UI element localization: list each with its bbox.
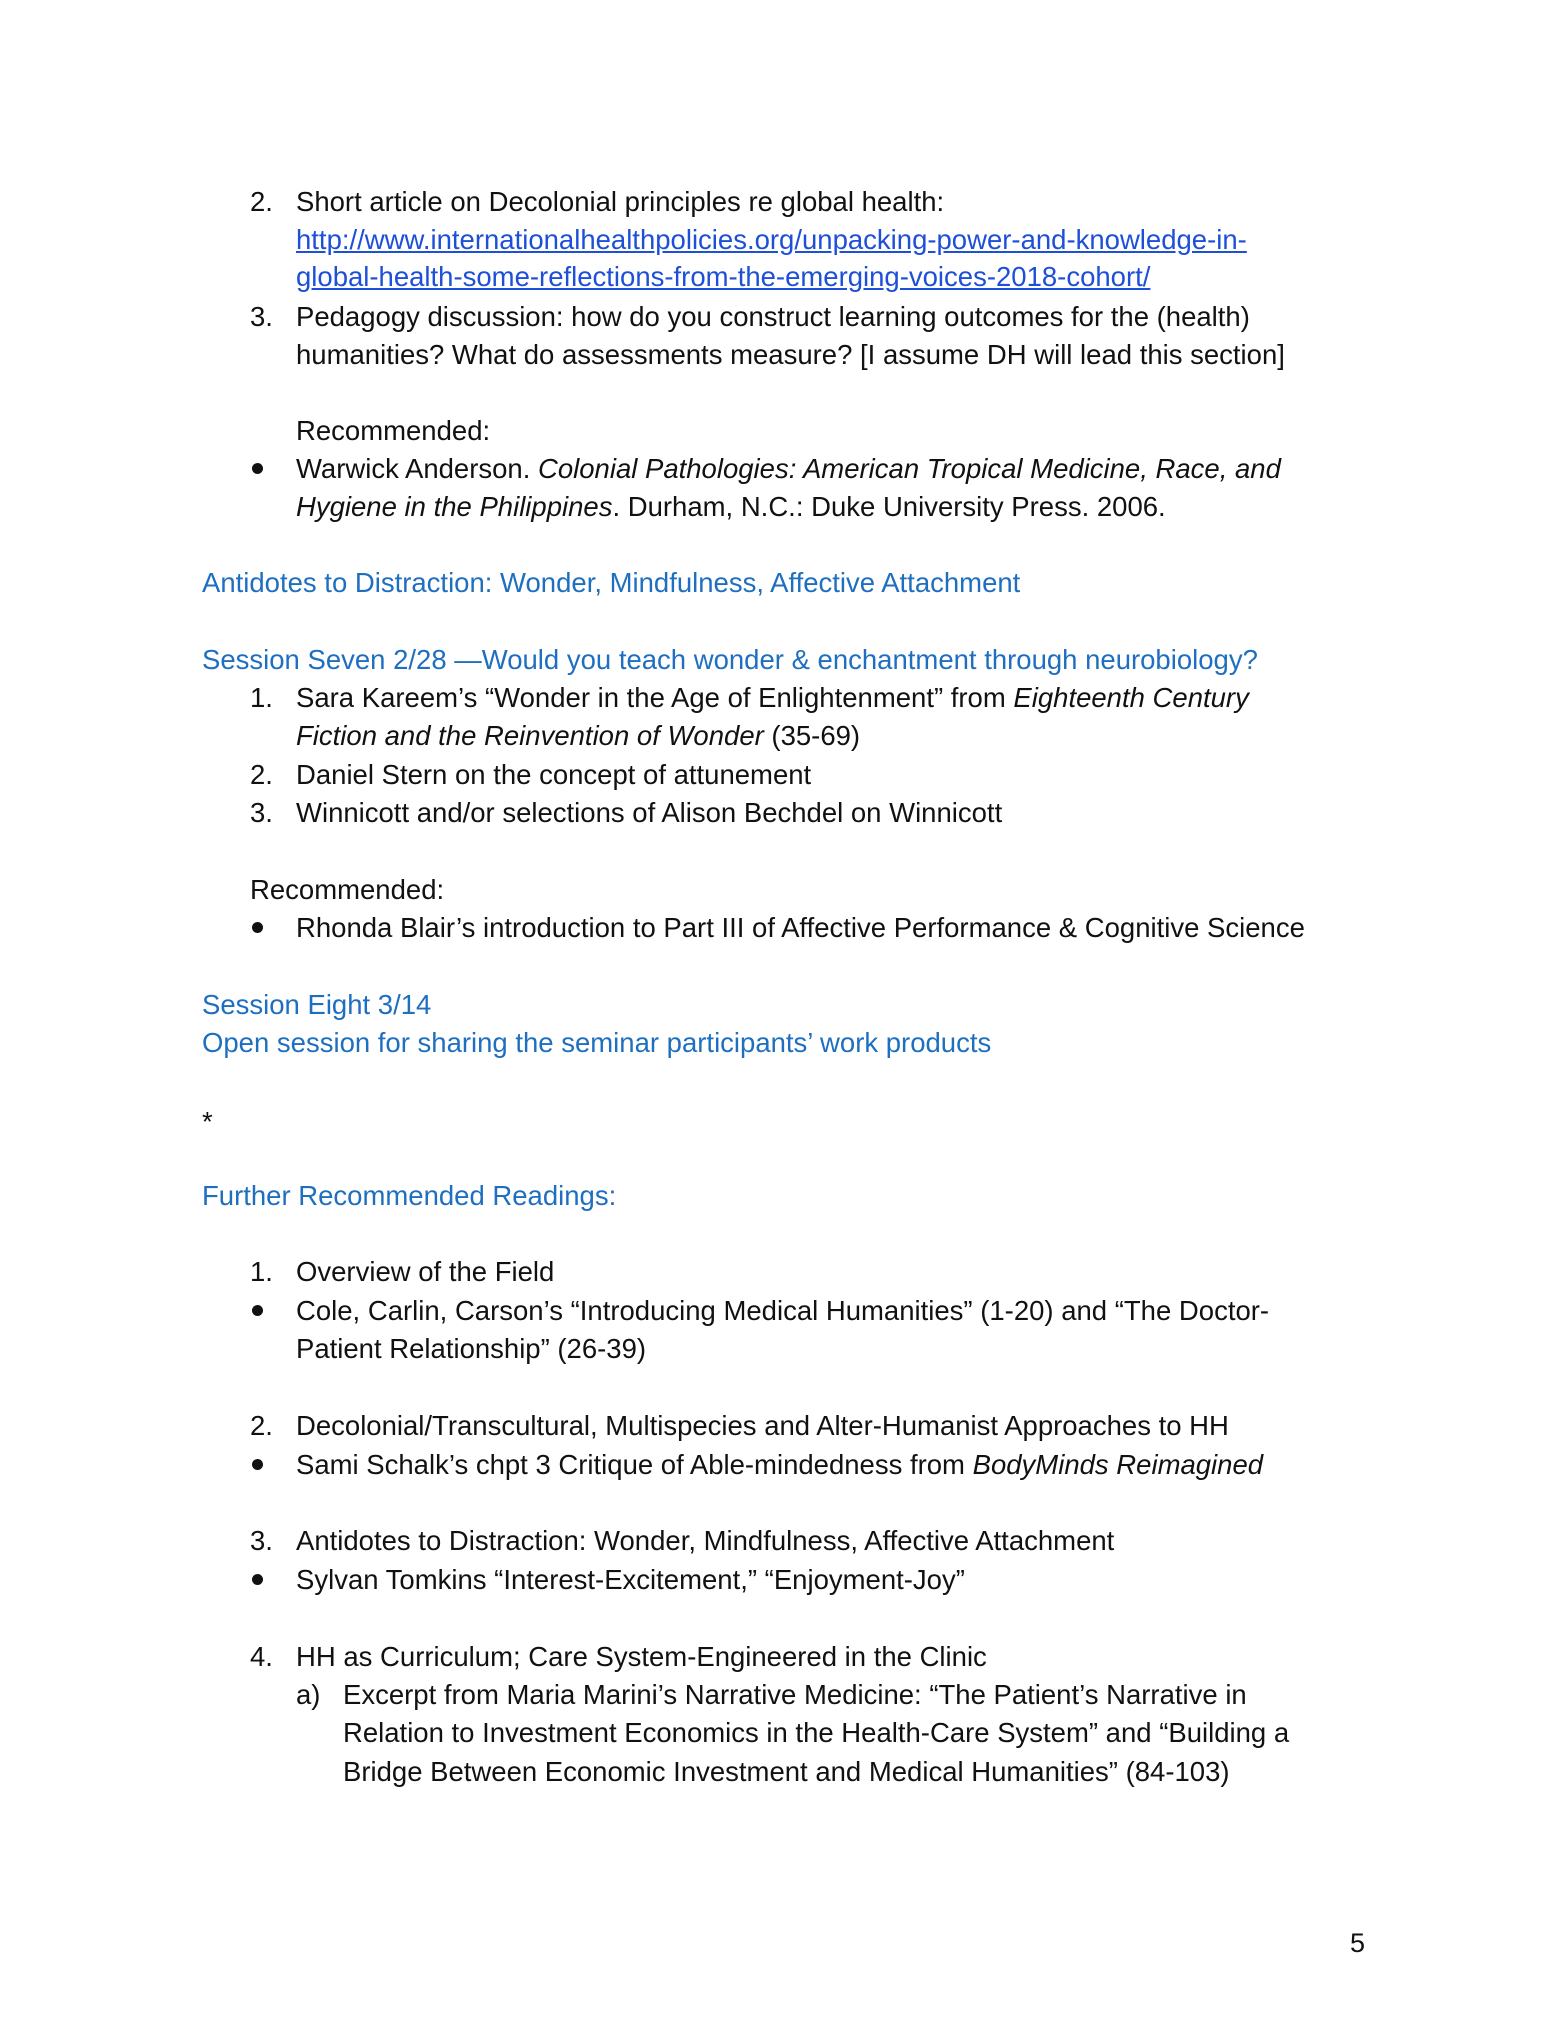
session-eight-subheading: Open session for sharing the seminar participants’ work products: [202, 1027, 992, 1058]
bullet-icon: [252, 463, 263, 474]
recommended-label: Recommended:: [250, 874, 445, 905]
separator: *: [202, 1106, 213, 1137]
list-item-text-cont: Fiction and the Reinvention of Wonder (35-69): [296, 720, 861, 751]
list-item-text: Overview of the Field: [296, 1256, 555, 1287]
page-number: 5: [1350, 1928, 1366, 1958]
reading-item: Cole, Carlin, Carson’s “Introducing Medical Humanities” (1-20) and “The Doctor-: [296, 1295, 1270, 1326]
list-item-text: Pedagogy discussion: how do you construct learning outcomes for the (health): [296, 301, 1250, 332]
bullet-icon: [252, 1459, 263, 1470]
article-link-line2[interactable]: global-health-some-reflections-from-the-emerging-voices-2018-cohort/: [296, 261, 1151, 292]
further-readings-heading: Further Recommended Readings:: [202, 1180, 617, 1211]
list-item-text: HH as Curriculum; Care System-Engineered in the Clinic: [296, 1641, 987, 1672]
reading-item: Excerpt from Maria Marini’s Narrative Medicine: “The Patient’s Narrative in: [343, 1679, 1247, 1710]
list-number: 2.: [250, 1410, 273, 1441]
list-number: 1.: [250, 1256, 273, 1287]
list-number: 1.: [250, 682, 273, 713]
reading-item: Sami Schalk’s chpt 3 Critique of Able-mindedness from BodyMinds Reimagined: [296, 1449, 1264, 1480]
reading-item-cont: Patient Relationship” (26-39): [296, 1333, 647, 1364]
reading-item-cont: Relation to Investment Economics in the Health-Care System” and “Building a: [343, 1717, 1290, 1748]
bullet-icon: [252, 922, 263, 933]
recommended-reading-cont: Hygiene in the Philippines. Durham, N.C.: Duke University Press. 2006.: [296, 491, 1166, 522]
reading-item: Sylvan Tomkins “Interest-Excitement,” “Enjoyment-Joy”: [296, 1564, 965, 1595]
session-seven-heading: Session Seven 2/28 —Would you teach wonder & enchantment through neurobiology?: [202, 644, 1258, 675]
bullet-icon: [252, 1574, 263, 1585]
article-link-line1[interactable]: http://www.internationalhealthpolicies.org/unpacking-power-and-knowledge-in-: [296, 224, 1247, 255]
list-number: 3.: [250, 301, 273, 332]
reading-item-cont: Bridge Between Economic Investment and Medical Humanities” (84-103): [343, 1756, 1230, 1787]
list-number: 3.: [250, 797, 273, 828]
list-item-text: Winnicott and/or selections of Alison Bechdel on Winnicott: [296, 797, 1003, 828]
list-item-text: humanities? What do assessments measure? [I assume DH will lead this section]: [296, 339, 1285, 370]
list-number: 2.: [250, 186, 273, 217]
list-item-text: Short article on Decolonial principles re global health:: [296, 186, 945, 217]
sub-list-label: a): [296, 1679, 321, 1710]
list-item-text: Sara Kareem’s “Wonder in the Age of Enlightenment” from Eighteenth Century: [296, 682, 1249, 713]
list-item-text: Daniel Stern on the concept of attunement: [296, 759, 812, 790]
list-number: 2.: [250, 759, 273, 790]
bullet-icon: [252, 1305, 263, 1316]
recommended-reading: Rhonda Blair’s introduction to Part III of Affective Performance & Cognitive Science: [296, 912, 1305, 943]
recommended-label: Recommended:: [296, 415, 491, 446]
list-item-text: Decolonial/Transcultural, Multispecies and Alter-Humanist Approaches to HH: [296, 1410, 1229, 1441]
section-heading: Antidotes to Distraction: Wonder, Mindfulness, Affective Attachment: [202, 567, 1021, 598]
list-number: 3.: [250, 1525, 273, 1556]
list-number: 4.: [250, 1641, 273, 1672]
list-item-text: Antidotes to Distraction: Wonder, Mindfulness, Affective Attachment: [296, 1525, 1115, 1556]
recommended-reading: Warwick Anderson. Colonial Pathologies: American Tropical Medicine, Race, and: [296, 453, 1281, 484]
session-eight-heading: Session Eight 3/14: [202, 989, 432, 1020]
